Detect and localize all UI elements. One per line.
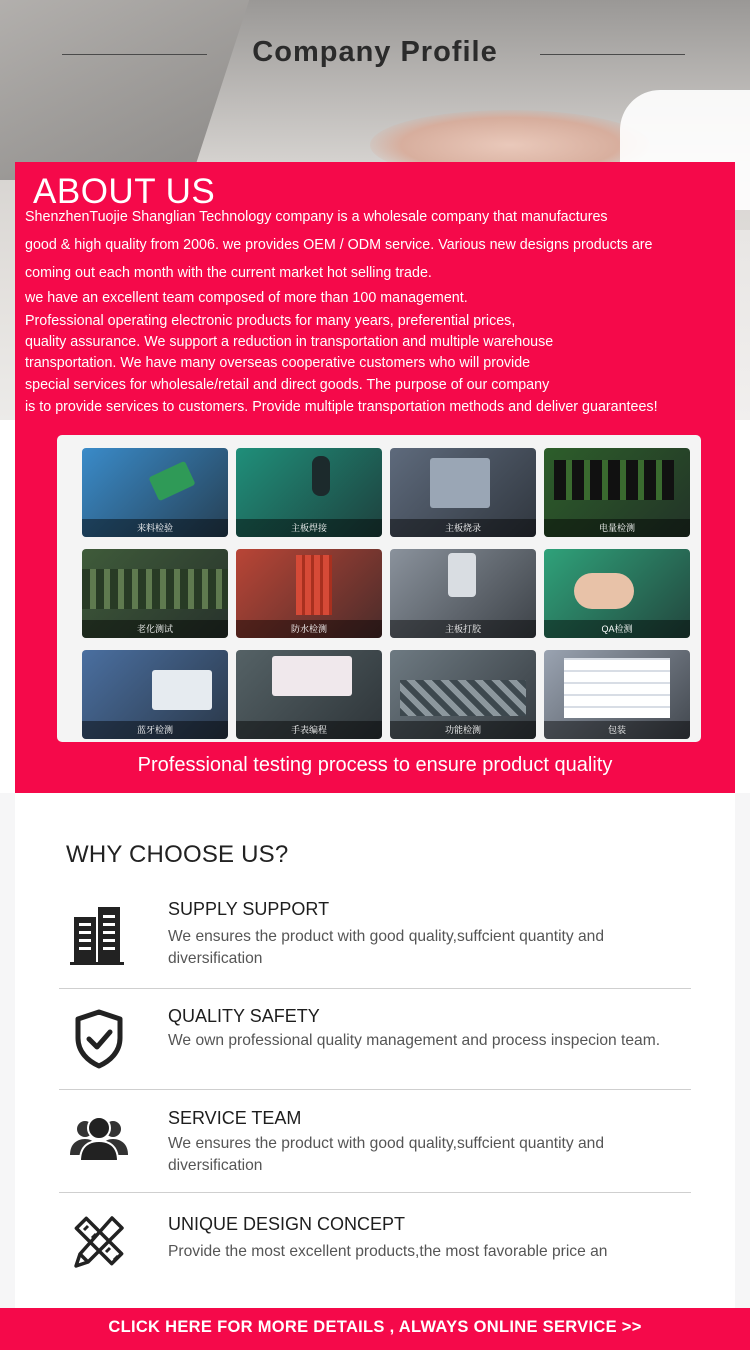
- about-text-line: Professional operating electronic products for many years, preferential prices,: [25, 313, 516, 329]
- gallery-tile: [544, 549, 690, 638]
- about-text-line: ShenzhenTuojie Shanglian Technology company is a wholesale company that manufactures: [25, 209, 608, 225]
- about-text-line: coming out each month with the current market hot selling trade.: [25, 265, 432, 281]
- gallery-tile: [236, 448, 382, 537]
- gallery-tile: [390, 549, 536, 638]
- pencil-ruler-icon: [68, 1212, 130, 1274]
- about-title: ABOUT US: [33, 172, 216, 211]
- about-text-line: good & high quality from 2006. we provides OEM / ODM service. Various new designs products are: [25, 237, 653, 253]
- tile-caption: 包装: [544, 721, 690, 739]
- divider: [59, 988, 691, 989]
- soldering-iron-image: [312, 456, 330, 496]
- tile-caption: 蓝牙检测: [82, 721, 228, 739]
- about-text-line: transportation. We have many overseas cooperative customers who will provide: [25, 355, 531, 371]
- machine-image: [430, 458, 490, 508]
- gallery-tile: [544, 448, 690, 537]
- tile-caption: 防水检测: [236, 620, 382, 638]
- feature-description: We ensures the product with good quality,suffcient quantity and diversification: [168, 928, 605, 967]
- waterproof-tester-image: [296, 555, 332, 615]
- tile-caption: 主板烧录: [390, 519, 536, 537]
- aging-rack-image: [82, 569, 228, 609]
- gallery-tile: [82, 448, 228, 537]
- feature-title: SERVICE TEAM: [168, 1108, 302, 1128]
- more-details-button[interactable]: CLICK HERE FOR MORE DETAILS , ALWAYS ONLINE SERVICE >>: [0, 1308, 750, 1350]
- tile-caption: 老化测试: [82, 620, 228, 638]
- gallery-footer: Professional testing process to ensure product quality: [137, 754, 613, 776]
- about-text-line: we have an excellent team composed of more than 100 management.: [25, 290, 468, 306]
- feature-title: SUPPLY SUPPORT: [168, 899, 330, 919]
- divider: [59, 1089, 691, 1090]
- gallery-tile: [390, 448, 536, 537]
- tile-caption: 主板焊接: [236, 519, 382, 537]
- feature-title: UNIQUE DESIGN CONCEPT: [168, 1214, 406, 1234]
- gallery-tile: [236, 549, 382, 638]
- gallery-tile: [390, 650, 536, 739]
- glue-dispenser-image: [448, 553, 476, 597]
- why-title: WHY CHOOSE US?: [66, 841, 289, 868]
- tile-caption: QA检测: [544, 620, 690, 638]
- gallery-tile: [82, 549, 228, 638]
- tile-caption: 主板打胶: [390, 620, 536, 638]
- about-text-line: quality assurance. We support a reduction in transportation and multiple warehouse: [25, 334, 554, 350]
- shield-check-icon: [68, 1008, 130, 1070]
- page-title: Company Profile: [252, 36, 498, 68]
- gallery-tile: [82, 650, 228, 739]
- gallery-tile: [236, 650, 382, 739]
- feature-description: Provide the most excellent products,the most favorable price an: [168, 1243, 608, 1260]
- about-text-line: special services for wholesale/retail and direct goods. The purpose of our company: [25, 377, 550, 393]
- tile-caption: 手表编程: [236, 721, 382, 739]
- testing-gallery: [57, 435, 701, 742]
- feature-description: We own professional quality management and process inspecion team.: [168, 1032, 661, 1049]
- test-station-image: [152, 670, 212, 710]
- boxes-image: [564, 658, 670, 718]
- monitor-image: [272, 656, 352, 696]
- tile-caption: 电量检测: [544, 519, 690, 537]
- tile-caption: 来料检验: [82, 519, 228, 537]
- divider: [59, 1192, 691, 1193]
- tile-caption: 功能检测: [390, 721, 536, 739]
- hand-holding-image: [574, 573, 634, 609]
- feature-description: We ensures the product with good quality,suffcient quantity and diversification: [168, 1135, 605, 1174]
- tray-image: [400, 680, 526, 716]
- battery-rack-image: [554, 460, 674, 500]
- about-text-line: is to provide services to customers. Provide multiple transportation methods and deliver guarantees!: [25, 399, 658, 415]
- laptop-image: [0, 0, 249, 180]
- feature-title: QUALITY SAFETY: [168, 1006, 320, 1026]
- team-icon: [68, 1109, 130, 1171]
- gallery-tile: [544, 650, 690, 739]
- building-icon: [68, 905, 130, 967]
